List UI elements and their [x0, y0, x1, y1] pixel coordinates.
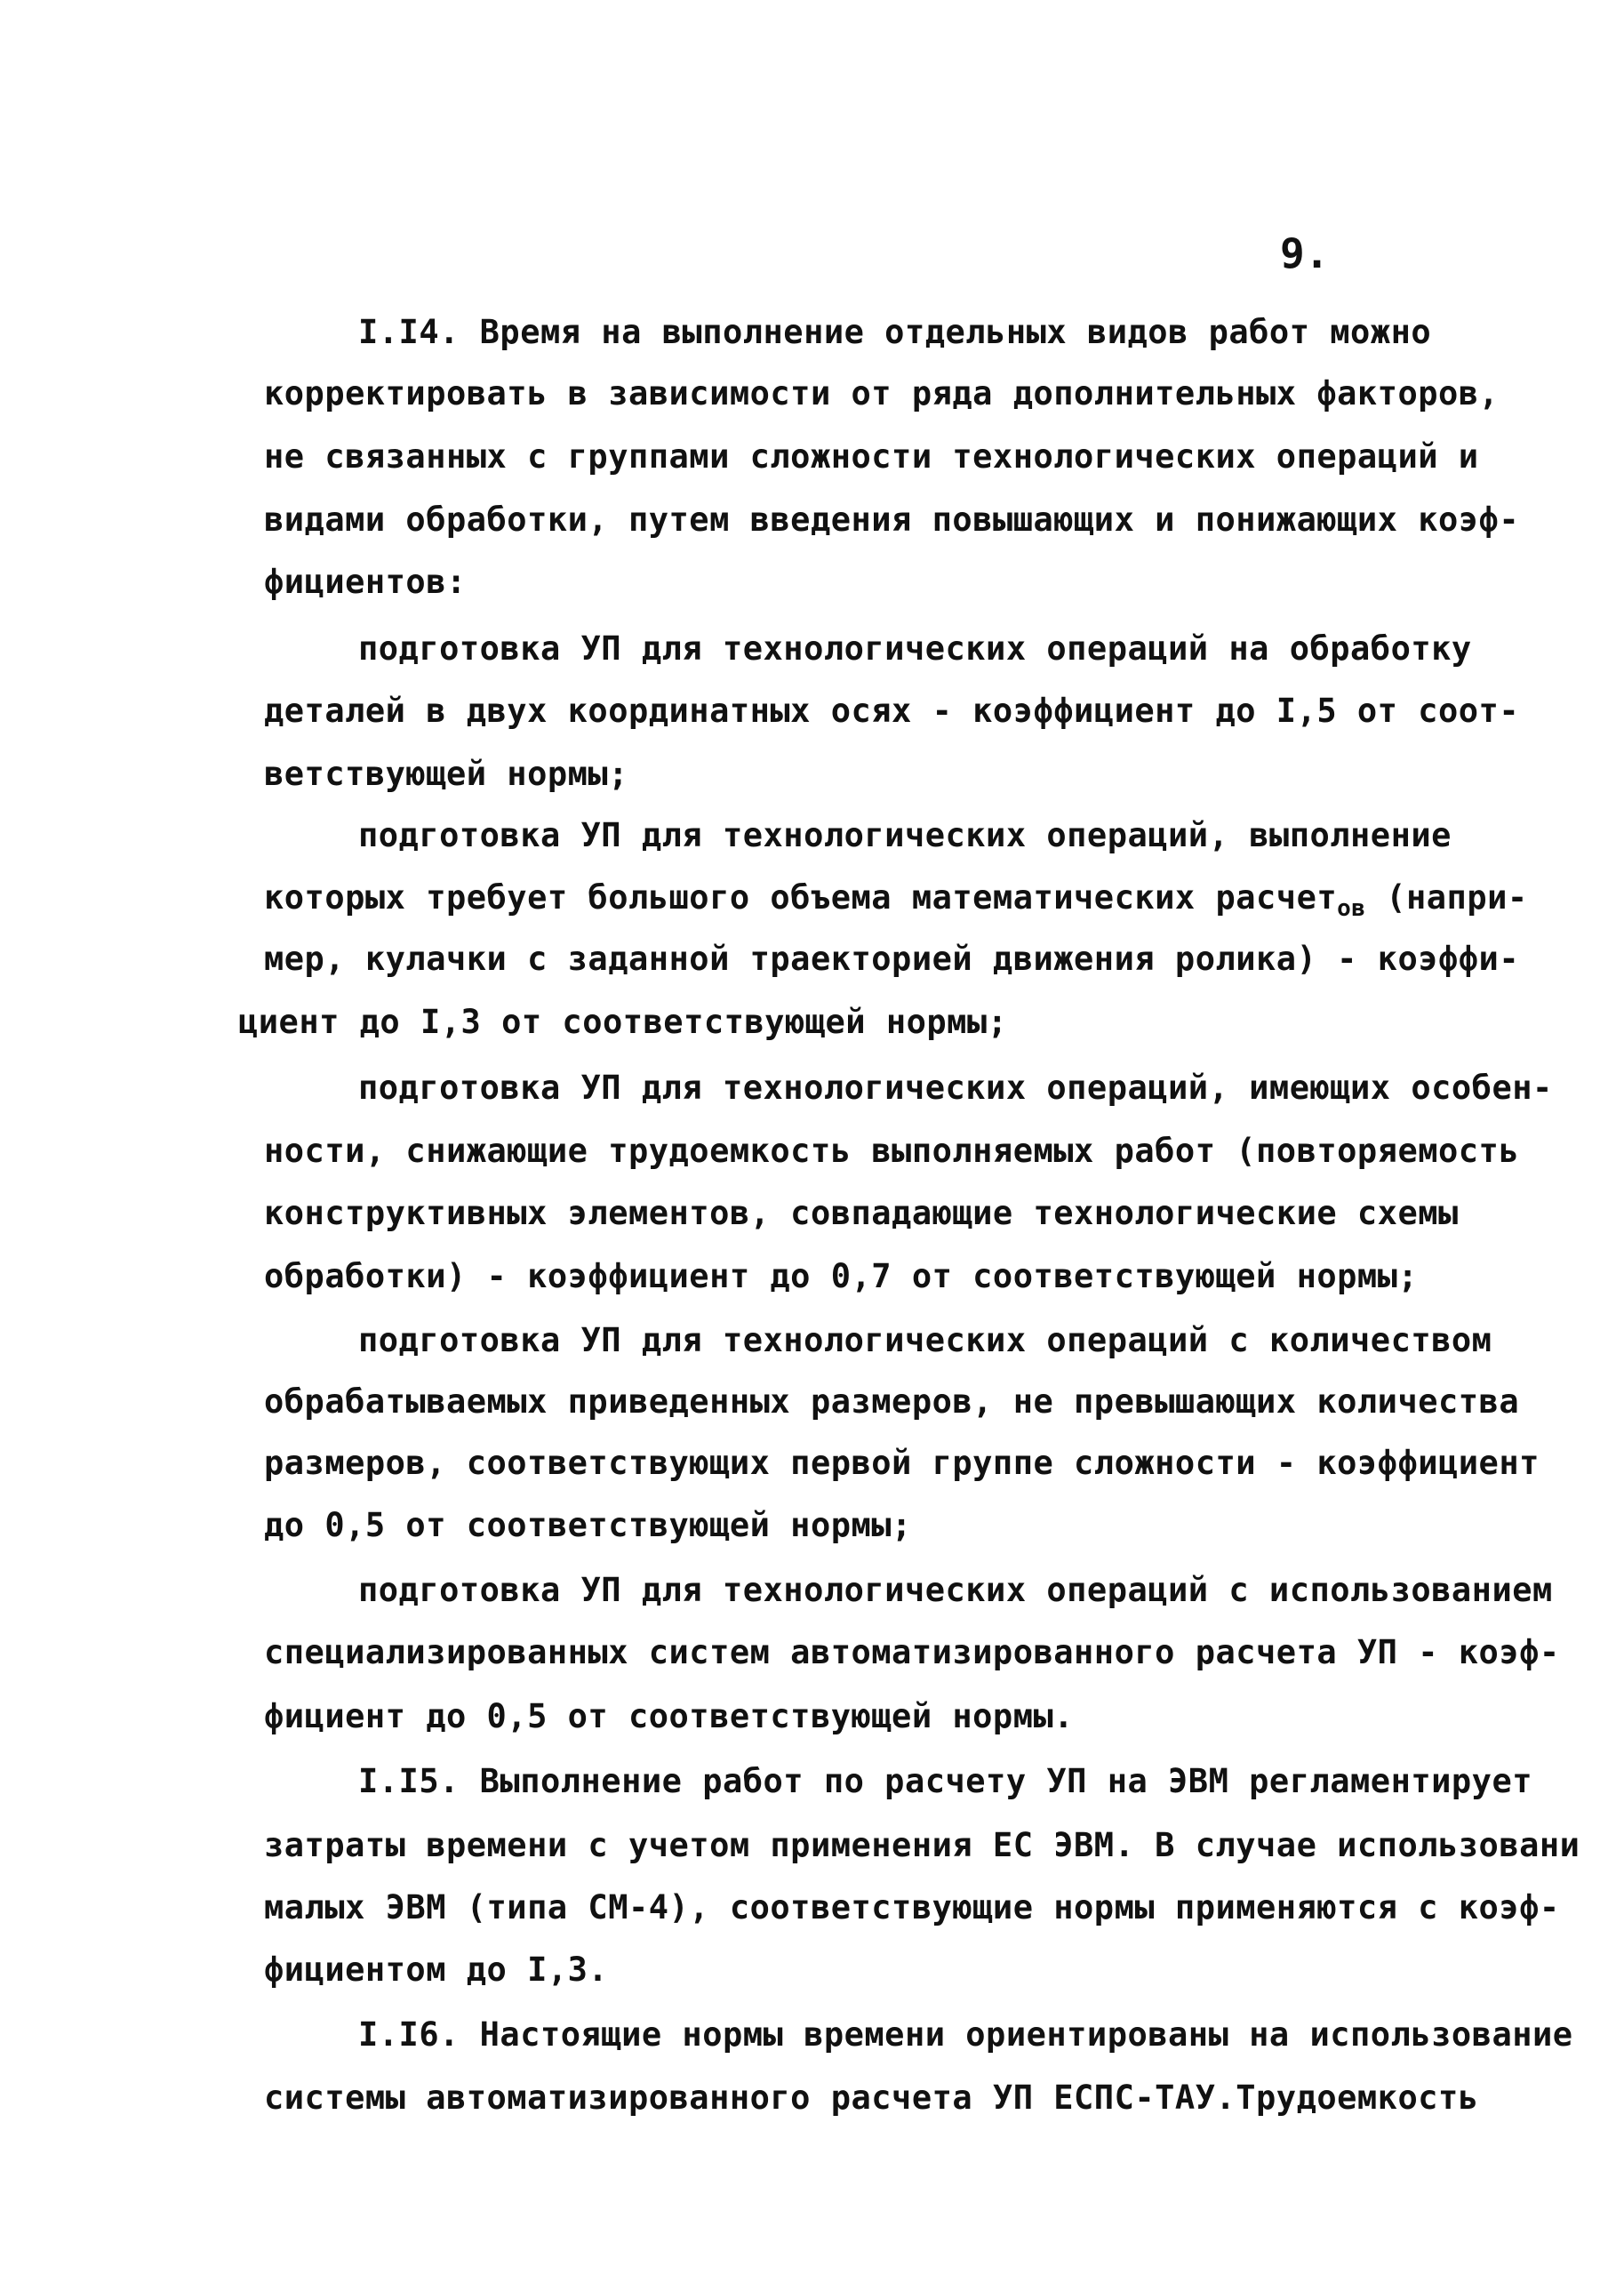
text-line-18: обрабатываемых приведенных размеров, не превышающих количества	[264, 1382, 1520, 1421]
text-line-4: видами обработки, путем введения повышающих и понижающих коэф-	[264, 501, 1520, 539]
text-line-16: обработки) - коэффициент до 0,7 от соответствующей нормы;	[264, 1257, 1419, 1295]
text-line-5: фициентов:	[264, 563, 467, 601]
text-line-11: мер, кулачки с заданной траекторией движения ролика) - коэффи-	[264, 940, 1520, 978]
text-line-29: системы автоматизированного расчета УП ЕСПС-ТАУ.Трудоемкость	[264, 2079, 1479, 2117]
text-line-10-subscript: ов	[1337, 895, 1366, 922]
text-line-7: деталей в двух координатных осях - коэффициент до I,5 от соот-	[264, 692, 1520, 730]
text-line-3: не связанных с группами сложности технологических операций и	[264, 437, 1479, 476]
text-line-1: I.I4. Время на выполнение отдельных видов работ можно	[358, 313, 1432, 351]
text-line-19: размеров, соответствующих первой группе сложности - коэффициент	[264, 1444, 1540, 1482]
text-line-28: I.I6. Настоящие нормы времени ориентированы на использование	[358, 2015, 1573, 2054]
text-line-12: циент до I,3 от соответствующей нормы;	[238, 1003, 1008, 1041]
text-line-10	[264, 878, 1528, 922]
text-line-20: до 0,5 от соответствующей нормы;	[264, 1506, 912, 1544]
text-line-15: конструктивных элементов, совпадающие технологические схемы	[264, 1194, 1459, 1232]
text-line-14: ности, снижающие трудоемкость выполняемых работ (повторяемость	[264, 1132, 1520, 1170]
text-line-10-main: которых требует большого объема математических расчет	[264, 878, 1338, 917]
text-line-23: фициент до 0,5 от соответствующей нормы.	[264, 1697, 1075, 1735]
text-line-8: ветствующей нормы;	[264, 755, 628, 793]
text-line-27: фициентом до I,3.	[264, 1951, 609, 1989]
text-line-9: подготовка УП для технологических операций, выполнение	[358, 816, 1452, 854]
text-line-10-tail: (напри-	[1365, 878, 1528, 917]
text-line-21: подготовка УП для технологических операций с использованием	[358, 1571, 1553, 1609]
text-line-2: корректировать в зависимости от ряда дополнительных факторов,	[264, 374, 1500, 413]
text-line-17: подготовка УП для технологических операций с количеством	[358, 1321, 1492, 1359]
text-line-26: малых ЭВМ (типа СМ-4), соответствующие нормы применяются с коэф-	[264, 1888, 1560, 1927]
page-number: 9.	[1280, 229, 1330, 277]
text-line-6: подготовка УП для технологических операций на обработку	[358, 629, 1472, 668]
text-line-22: специализированных систем автоматизированного расчета УП - коэф-	[264, 1633, 1560, 1671]
text-line-25: затраты времени с учетом применения ЕС ЭВМ. В случае использовани	[264, 1826, 1580, 1864]
text-line-13: подготовка УП для технологических операций, имеющих особен-	[358, 1069, 1553, 1107]
text-line-24: I.I5. Выполнение работ по расчету УП на ЭВМ регламентирует	[358, 1762, 1533, 1800]
